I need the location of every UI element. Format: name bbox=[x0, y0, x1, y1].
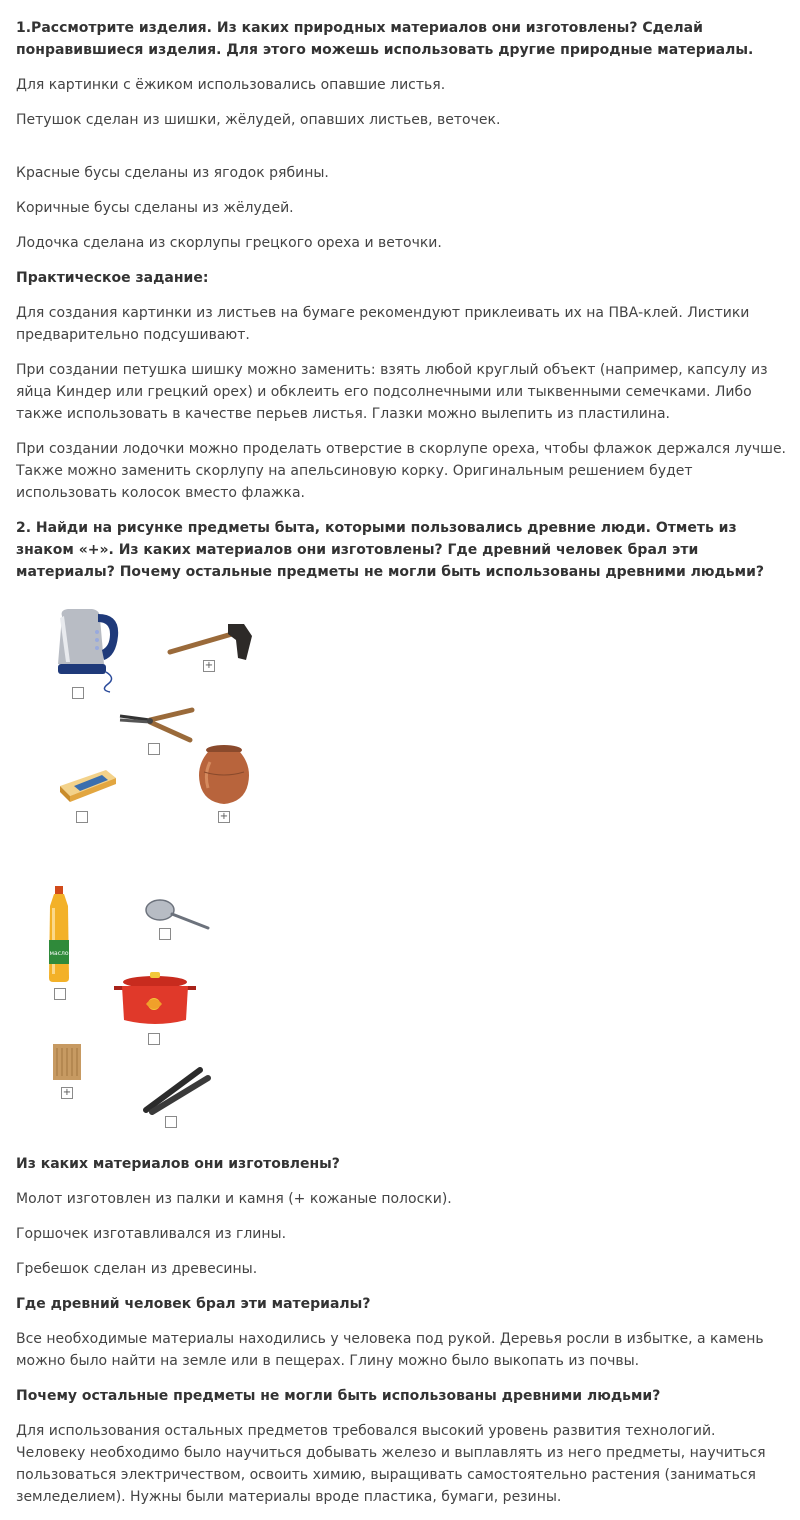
answer-line: Гребешок сделан из древесины. bbox=[16, 1261, 258, 1277]
practical-paragraph: Для создания картинки из листьев на бумаге рекомендуют приклеивать их на ПВА-клей. Листики предварительно подсушивают. bbox=[16, 305, 750, 343]
answer-line: Горшочек изготавливался из глины. bbox=[16, 1226, 287, 1242]
strainer-icon bbox=[142, 896, 212, 932]
comb-checkbox[interactable]: + bbox=[62, 1087, 72, 1098]
where-paragraph: Все необходимые материалы находились у человека под рукой. Деревья росли в избытке, а камень можно было найти на земле или в пещерах. Глину можно было выкопать из почвы. bbox=[16, 1331, 764, 1369]
bottle-label: масло bbox=[49, 950, 69, 957]
materials-heading: Из каких материалов они изготовлены? bbox=[16, 1156, 340, 1172]
household-items-figure-2 bbox=[38, 870, 268, 1140]
answer-line: Лодочка сделана из скорлупы грецкого ореха и веточки. bbox=[16, 235, 442, 251]
question-1-title: 1.Рассмотрите изделия. Из каких природных материалов они изготовлены? Сделай понравившиеся изделия. Для этого можешь использовать другие природные материалы. bbox=[16, 20, 754, 58]
oil-bottle-icon bbox=[44, 884, 74, 984]
question-2-title: 2. Найди на рисунке предметы быта, которыми пользовались древние люди. Отметь из знаком «+». Из каких материалов они изготовлены? Где древний человек брал эти материалы? Почему остальные предметы не могли быть использованы древними людьми? bbox=[16, 520, 765, 580]
answer-line: Для картинки с ёжиком использовались опавшие листья. bbox=[16, 77, 446, 93]
matches-checkbox[interactable] bbox=[76, 811, 88, 823]
shears-checkbox[interactable] bbox=[148, 743, 160, 755]
pruning-shears-icon bbox=[118, 706, 196, 744]
electric-kettle-icon bbox=[50, 606, 130, 694]
clay-pot-icon bbox=[194, 744, 254, 806]
pot-checkbox[interactable]: + bbox=[219, 811, 229, 822]
where-heading: Где древний человек брал эти материалы? bbox=[16, 1296, 371, 1312]
saucepan-icon bbox=[110, 970, 200, 1028]
wooden-comb-icon bbox=[52, 1042, 82, 1082]
household-items-figure-1 bbox=[38, 600, 288, 860]
stone-hammer-icon bbox=[166, 618, 256, 664]
answer-line: Красные бусы сделаны из ягодок рябины. bbox=[16, 165, 329, 181]
answer-line: Петушок сделан из шишки, жёлудей, опавших листьев, веточек. bbox=[16, 112, 501, 128]
tongs-icon bbox=[142, 1066, 212, 1116]
tongs-checkbox[interactable] bbox=[165, 1116, 177, 1128]
answer-line: Молот изготовлен из палки и камня (+ кожаные полоски). bbox=[16, 1191, 452, 1207]
saucepan-checkbox[interactable] bbox=[148, 1033, 160, 1045]
oil-checkbox[interactable] bbox=[54, 988, 66, 1000]
why-heading: Почему остальные предметы не могли быть использованы древними людьми? bbox=[16, 1388, 661, 1404]
strainer-checkbox[interactable] bbox=[159, 928, 171, 940]
practical-heading: Практическое задание: bbox=[16, 270, 209, 286]
hammer-checkbox[interactable]: + bbox=[204, 660, 214, 671]
answer-line: Коричные бусы сделаны из жёлудей. bbox=[16, 200, 294, 216]
kettle-checkbox[interactable] bbox=[72, 687, 84, 699]
why-paragraph: Для использования остальных предметов требовался высокий уровень развития технологий. Человеку необходимо было научиться добывать железо и выплавлять из него предметы, научиться пользоваться электричеством, освоить химию, выращивать самостоятельно растения (заниматься земледелием). Нужны были материалы вроде пластика, бумаги, резины. bbox=[16, 1423, 766, 1505]
practical-paragraph: При создании петушка шишку можно заменить: взять любой круглый объект (например, капсулу из яйца Киндер или грецкий орех) и обклеить его подсолнечными или тыквенными семечками. Либо также использовать в качестве перьев листья. Глазки можно вылепить из пластилина. bbox=[16, 362, 768, 422]
practical-paragraph: При создании лодочки можно проделать отверстие в скорлупе ореха, чтобы флажок держался лучше. Также можно заменить скорлупу на апельсиновую корку. Оригинальным решением будет использовать колосок вместо флажка. bbox=[16, 441, 787, 501]
matchbox-icon bbox=[56, 764, 120, 804]
